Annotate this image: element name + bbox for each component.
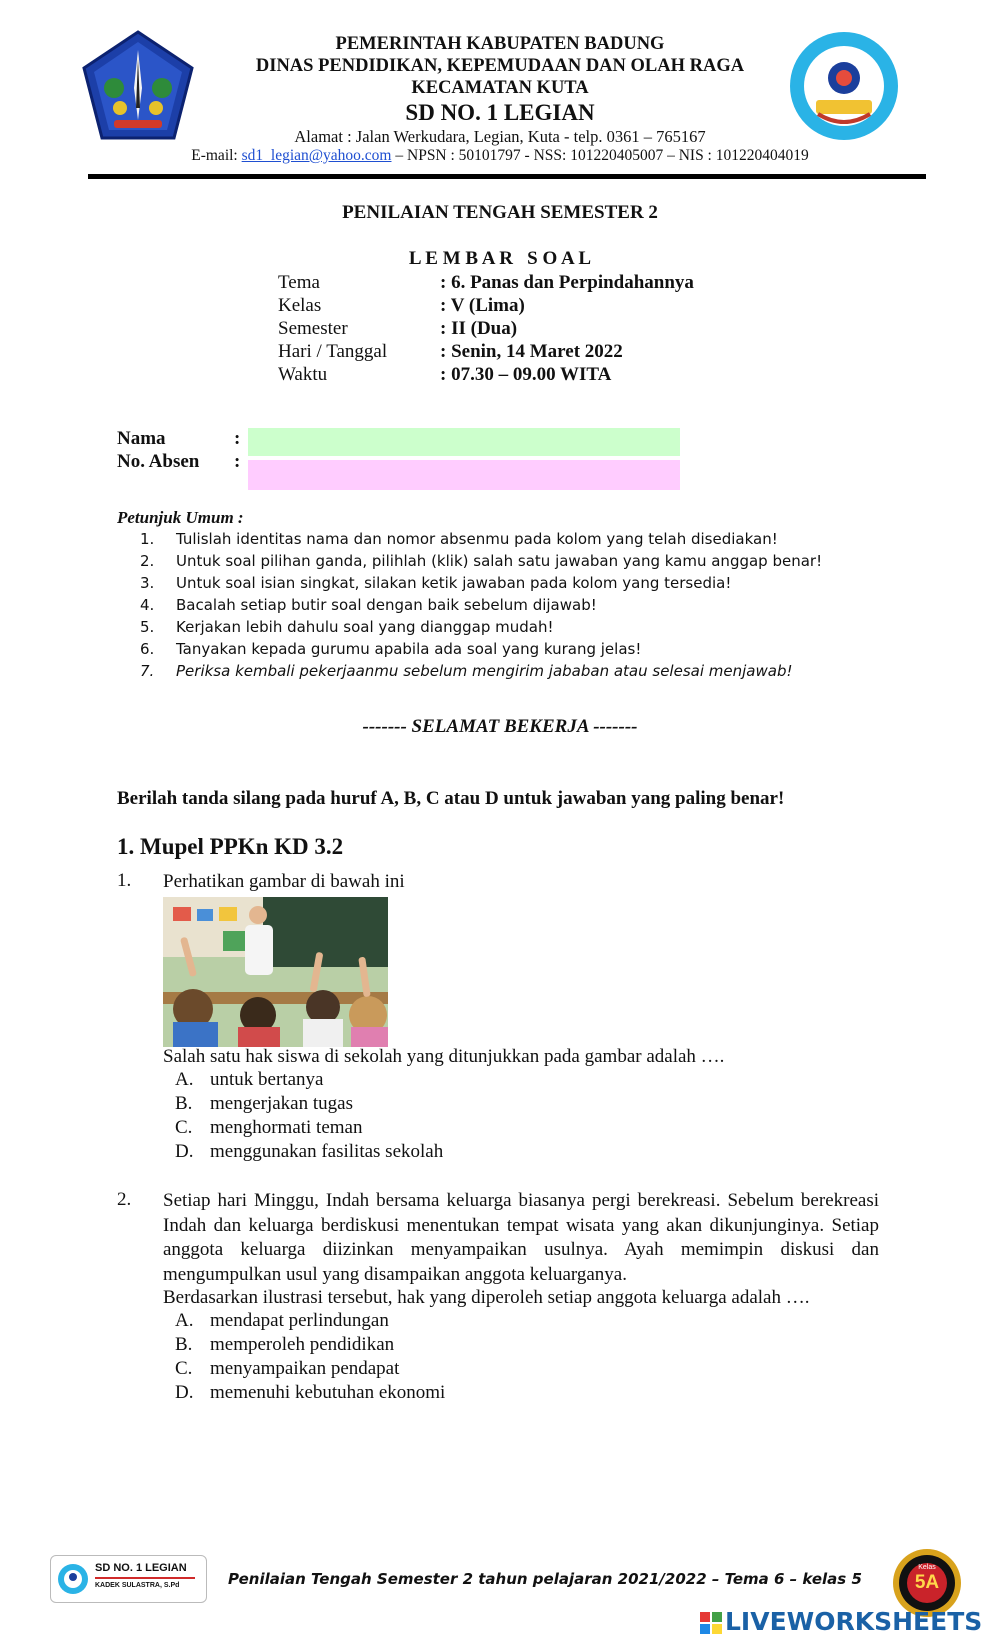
footer-school-name: SD NO. 1 LEGIAN — [95, 1562, 187, 1574]
meta-label-kelas: Kelas — [278, 295, 322, 316]
name-label: Nama — [117, 428, 166, 449]
email-prefix: E-mail: — [191, 147, 242, 164]
badge-text: 5A — [914, 1572, 940, 1593]
meta-value-tanggal: : Senin, 14 Maret 2022 — [440, 341, 623, 362]
question-1-option-a[interactable]: A. untuk bertanya — [175, 1069, 324, 1090]
list-item: 3. Untuk soal isian singkat, silakan ketik jawaban pada kolom yang tersedia! — [140, 574, 732, 592]
petunjuk-title: Petunjuk Umum : — [117, 508, 244, 527]
question-1-option-c[interactable]: C. menghormati teman — [175, 1117, 363, 1138]
exam-title: PENILAIAN TENGAH SEMESTER 2 — [342, 202, 658, 223]
meta-label-semester: Semester — [278, 318, 348, 339]
exam-subtitle: L E M B A R S O A L — [408, 248, 592, 269]
question-2-option-a[interactable]: A. mendapat perlindungan — [175, 1310, 389, 1331]
meta-label-tema: Tema — [278, 272, 320, 293]
name-colon: : — [234, 428, 241, 449]
school-contact — [0, 147, 1000, 165]
liveworksheets-brand[interactable]: LIVEWORKSHEETS — [725, 1607, 983, 1636]
question-2-option-b[interactable]: B. memperoleh pendidikan — [175, 1334, 395, 1355]
section-heading: 1. Mupel PPKn KD 3.2 — [117, 834, 344, 859]
selamat-bekerja: ------- SELAMAT BEKERJA ------- — [362, 716, 638, 737]
question-1-text: Salah satu hak siswa di sekolah yang ditunjukkan pada gambar adalah …. — [163, 1046, 725, 1067]
question-2-option-d[interactable]: D. memenuhi kebutuhan ekonomi — [175, 1382, 446, 1403]
list-item: 6. Tanyakan kepada gurumu apabila ada soal yang kurang jelas! — [140, 640, 642, 658]
school-ids: – NPSN : 50101797 - NSS: 101220405007 – NIS : 101220404019 — [391, 147, 809, 164]
footer-person: KADEK SULASTRA, S.Pd — [95, 1582, 180, 1589]
meta-label-tanggal: Hari / Tanggal — [278, 341, 388, 362]
email-link[interactable]: sd1_legian@yahoo.com — [241, 147, 392, 164]
list-item: 2. Untuk soal pilihan ganda, pilihlah (klik) salah satu jawaban yang kamu anggap benar! — [140, 552, 823, 570]
question-1-option-d[interactable]: D. menggunakan fasilitas sekolah — [175, 1141, 444, 1162]
question-1-number: 1. — [117, 870, 132, 891]
list-item: 1. Tulislah identitas nama dan nomor absenmu pada kolom yang telah disediakan! — [140, 530, 778, 548]
meta-value-waktu: : 07.30 – 09.00 WITA — [440, 364, 612, 385]
absen-label: No. Absen — [117, 451, 200, 472]
question-1-intro: Perhatikan gambar di bawah ini — [163, 871, 405, 892]
absen-input[interactable] — [248, 460, 680, 490]
question-2-text: Setiap hari Minggu, Indah bersama keluarga biasanya pergi berekreasi. Sebelum berekreasi Indah dan keluarga berdiskusi menentukan tempat wisata yang akan dikunjunginya. Setiap anggota keluarga diizinkan menyampaikan usulnya. Ayah memimpin diskusi dan mengumpulkan usul yang disampaikan anggota keluarganya. — [163, 1190, 879, 1285]
question-2-option-c[interactable]: C. menyampaikan pendapat — [175, 1358, 400, 1379]
list-item: 4. Bacalah setiap butir soal dengan baik sebelum dijawab! — [140, 596, 597, 614]
list-item: 7. Periksa kembali pekerjaanmu sebelum mengirim jababan atau selesai menjawab! — [140, 662, 793, 680]
meta-value-semester: : II (Dua) — [440, 318, 518, 339]
name-input[interactable] — [248, 428, 680, 456]
list-item: 5. Kerjakan lebih dahulu soal yang dianggap mudah! — [140, 618, 554, 636]
question-2-question: Berdasarkan ilustrasi tersebut, hak yang diperoleh setiap anggota keluarga adalah …. — [163, 1287, 810, 1308]
header-line-3: KECAMATAN KUTA — [411, 78, 589, 98]
footer-divider — [95, 1577, 195, 1579]
meta-value-tema: : 6. Panas dan Perpindahannya — [440, 272, 694, 293]
badge-small-text: Kelas — [918, 1564, 936, 1571]
header-line-2: DINAS PENDIDIKAN, KEPEMUDAAN DAN OLAH RAGA — [255, 56, 745, 76]
footer-school-logo — [50, 1555, 207, 1603]
school-address: Alamat : Jalan Werkudara, Legian, Kuta - telp. 0361 – 765167 — [294, 127, 706, 146]
absen-colon: : — [234, 451, 241, 472]
footer-text: Penilaian Tengah Semester 2 tahun pelajaran 2021/2022 – Tema 6 – kelas 5 — [228, 1570, 862, 1588]
classroom-photo — [163, 897, 388, 1047]
header-divider — [88, 174, 926, 179]
liveworksheets-icon — [700, 1612, 722, 1634]
question-1-option-b[interactable]: B. mengerjakan tugas — [175, 1093, 353, 1114]
meta-value-kelas: : V (Lima) — [440, 295, 525, 316]
petunjuk-list — [140, 528, 960, 682]
school-name: SD NO. 1 LEGIAN — [405, 100, 595, 125]
header-line-1: PEMERINTAH KABUPATEN BADUNG — [335, 34, 665, 54]
meta-label-waktu: Waktu — [278, 364, 328, 385]
question-2-number: 2. — [117, 1189, 132, 1210]
instruction: Berilah tanda silang pada huruf A, B, C atau D untuk jawaban yang paling benar! — [117, 788, 785, 809]
